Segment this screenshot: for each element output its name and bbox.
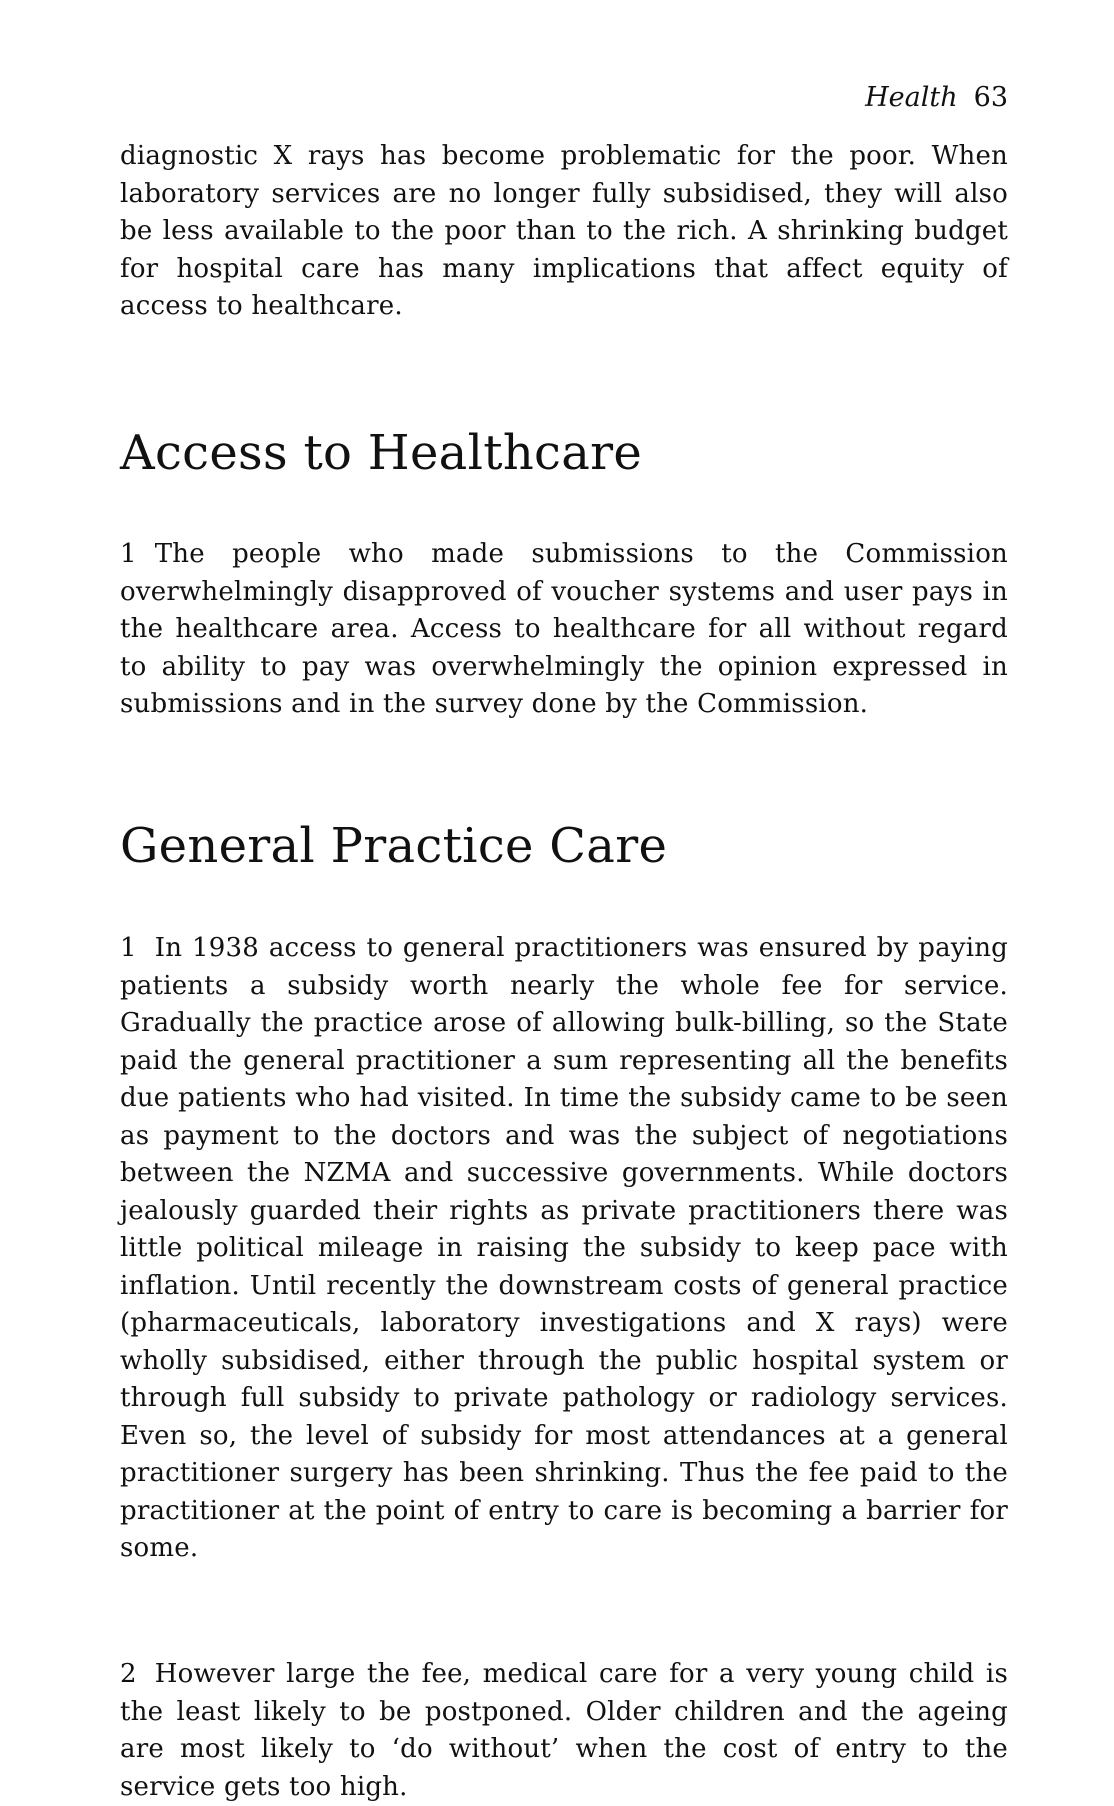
section-heading-access-to-healthcare: Access to Healthcare (120, 425, 643, 481)
section-heading-general-practice-care: General Practice Care (120, 818, 668, 874)
general-practice-paragraph-1 (120, 930, 1008, 1568)
paragraph-text: In 1938 access to general practitioners was ensured by paying patients a subsidy worth nearly the whole fee for service. Gradually the practice arose of allowing bulk-billing, so the State paid the general practitioner a sum representing all the benefits due patients who had visited. In time the subsidy came to be seen as payment to the doctors and was the subject of negotiations between the NZMA and successive governments. While doctors jealously guarded their rights as private practitioners there was little political mileage in raising the subsidy to keep pace with inflation. Until recently the downstream costs of general practice (pharmaceuticals, laboratory investigations and X rays) were wholly subsidised, either through the public hospital system or through full subsidy to private pathology or radiology services. Even so, the level of subsidy for most attendances at a general practitioner surgery has been shrinking. Thus the fee paid to the practitioner at the point of entry to care is becoming a barrier for some. (120, 933, 1008, 1563)
general-practice-paragraph-2 (120, 1656, 1008, 1806)
intro-paragraph: diagnostic X rays has become problematic for the poor. When laboratory services are no longer fully subsidised, they will also be less available to the poor than to the rich. A shrinking budget for hospital care has many implications that affect equity of access to healthcare. (120, 141, 1008, 321)
paragraph-number: 2 (120, 1659, 137, 1689)
paragraph-text: The people who made submissions to the Commission overwhelmingly disapproved of voucher systems and user pays in the healthcare area. Access to healthcare for all without regard to ability to pay was overwhelmingly the opinion expressed in submissions and in the survey done by the Commission. (120, 539, 1008, 719)
book-page (120, 0, 1008, 1802)
access-paragraph-1 (120, 536, 1008, 724)
paragraph-number: 1 (120, 933, 137, 963)
paragraph-number: 1 (120, 539, 137, 569)
paragraph-text: However large the fee, medical care for a very young child is the least likely to be postponed. Older children and the ageing are most likely to ‘do without’ when the cost of entry to the service gets too high. (120, 1659, 1008, 1802)
page-number: 63 (973, 82, 1008, 113)
running-head (865, 82, 1008, 114)
running-head-title: Health (865, 82, 958, 113)
